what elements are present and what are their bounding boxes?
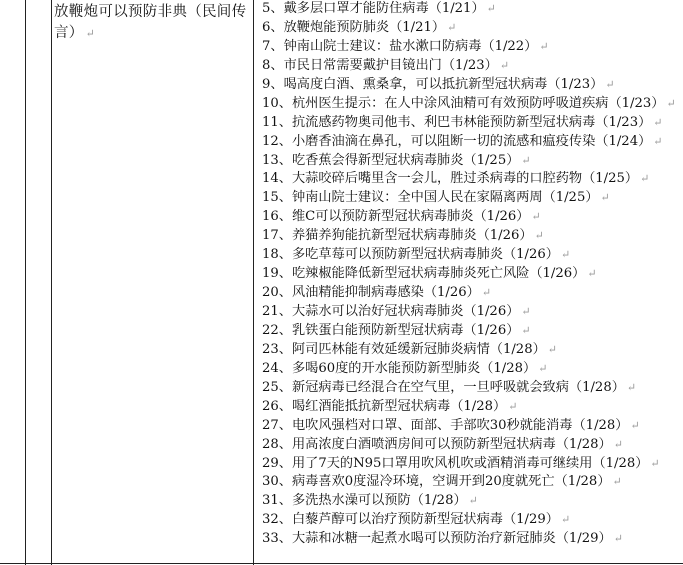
paragraph-mark-icon: ↵ xyxy=(640,172,650,186)
table-border-col1 xyxy=(51,0,52,565)
paragraph-mark-icon: ↵ xyxy=(612,475,622,489)
paragraph-mark-icon: ↵ xyxy=(531,210,541,224)
list-item xyxy=(262,265,683,284)
paragraph-mark-icon: ↵ xyxy=(486,2,496,15)
list-item-text: 22、乳铁蛋白能预防新型冠状病毒（1/26） xyxy=(262,322,520,338)
list-item-text: 5、戴多层口罩才能防住病毒（1/21） xyxy=(262,1,485,16)
paragraph-mark-icon: ↵ xyxy=(538,361,548,375)
category-cell xyxy=(54,2,250,44)
list-item-text: 26、喝红酒能抵抗新型冠状病毒（1/28） xyxy=(262,398,507,414)
list-item-text: 18、多吃草莓可以预防新型冠状病毒肺炎（1/26） xyxy=(262,247,559,263)
paragraph-mark-icon: ↵ xyxy=(653,115,663,129)
paragraph-mark-icon: ↵ xyxy=(534,229,544,243)
table-border-col2 xyxy=(253,0,254,565)
list-item-text: 11、抗流感药物奥司他韦、利巴韦林能预防新型冠状病毒（1/23） xyxy=(262,114,652,130)
list-item-text: 20、风油精能抑制病毒感染（1/26） xyxy=(262,285,480,301)
list-item-text: 31、多洗热水澡可以预防（1/28） xyxy=(262,493,467,509)
paragraph-mark-icon: ↵ xyxy=(630,418,640,432)
list-item xyxy=(262,38,683,57)
list-item xyxy=(262,284,683,303)
paragraph-mark-icon: ↵ xyxy=(521,323,531,337)
paragraph-mark-icon: ↵ xyxy=(626,380,637,394)
paragraph-mark-icon: ↵ xyxy=(613,532,623,546)
list-item-text: 32、白藜芦醇可以治疗预防新型冠状病毒（1/29） xyxy=(262,512,559,528)
list-item-text: 25、新冠病毒已经混合在空气里，一旦呼吸就会致病（1/28） xyxy=(262,379,625,395)
paragraph-mark-icon: ↵ xyxy=(560,248,571,262)
rumor-list xyxy=(262,0,683,549)
paragraph-mark-icon: ↵ xyxy=(650,456,660,470)
paragraph-mark-icon: ↵ xyxy=(587,267,597,281)
list-item xyxy=(262,246,683,265)
paragraph-mark-icon: ↵ xyxy=(600,191,610,205)
paragraph-mark-icon: ↵ xyxy=(539,39,549,53)
list-item xyxy=(262,152,683,171)
list-item-text: 16、维C可以预防新型冠状病毒肺炎（1/26） xyxy=(262,209,530,225)
list-item-text: 9、喝高度白酒、熏桑拿，可以抵抗新型冠状病毒（1/23） xyxy=(262,76,604,92)
paragraph-mark-icon: ↵ xyxy=(521,305,531,318)
list-item xyxy=(262,208,683,227)
paragraph-mark-icon: ↵ xyxy=(447,20,457,34)
list-item xyxy=(262,417,683,436)
list-item-text: 33、大蒜和冰糖一起煮水喝可以预防治疗新冠肺炎（1/29） xyxy=(262,531,612,547)
list-item-text: 12、小磨香油滴在鼻孔，可以阻断一切的流感和瘟疫传染（1/24） xyxy=(262,133,652,149)
list-item xyxy=(262,114,683,133)
list-item xyxy=(262,19,683,38)
list-item-text: 8、市民日常需要戴护目镜出门（1/23） xyxy=(262,57,498,73)
list-item-text: 23、阿司匹林能有效延缓新冠肺炎病情（1/28） xyxy=(262,341,546,357)
list-item xyxy=(262,530,683,549)
paragraph-mark-icon: ↵ xyxy=(547,342,557,356)
paragraph-mark-icon: ↵ xyxy=(499,58,510,72)
list-item xyxy=(262,511,683,530)
list-item-text: 30、病毒喜欢0度湿冷环境，空调开到20度就死亡（1/28） xyxy=(262,474,611,490)
paragraph-mark-icon: ↵ xyxy=(560,513,571,527)
paragraph-mark-icon: ↵ xyxy=(666,96,676,110)
paragraph-mark-icon: ↵ xyxy=(653,134,663,148)
list-item-text: 6、放鞭炮能预防肺炎（1/21） xyxy=(262,19,446,35)
paragraph-mark-icon: ↵ xyxy=(605,77,615,91)
list-item-text: 14、大蒜咬碎后嘴里含一会儿，胜过杀病毒的口腔药物（1/25） xyxy=(262,171,639,187)
list-item-text: 28、用高浓度白酒喷洒房间可以预防新型冠状病毒（1/28） xyxy=(262,436,612,452)
list-item xyxy=(262,133,683,152)
list-item-text: 17、养猫养狗能抗新型冠状病毒肺炎（1/26） xyxy=(262,228,533,244)
list-item xyxy=(262,0,683,19)
list-item xyxy=(262,455,683,474)
list-item xyxy=(262,436,683,455)
list-item xyxy=(262,170,683,189)
list-item xyxy=(262,398,683,417)
paragraph-mark-icon: ↵ xyxy=(468,494,478,508)
list-item-text: 7、钟南山院士建议：盐水漱口防病毒（1/22） xyxy=(262,38,538,54)
list-item xyxy=(262,379,683,398)
list-item-text: 27、电吹风强档对口罩、面部、手部吹30秒就能消毒（1/28） xyxy=(262,417,629,433)
list-item xyxy=(262,473,683,492)
list-item xyxy=(262,57,683,76)
list-item-text: 15、钟南山院士建议：全中国人民在家隔离两周（1/25） xyxy=(262,190,599,206)
paragraph-mark-icon: ↵ xyxy=(85,27,96,40)
list-item xyxy=(262,341,683,360)
category-text: 放鞭炮可以预防非典（民间传言） xyxy=(54,4,247,41)
list-item xyxy=(262,303,683,322)
list-item xyxy=(262,189,683,208)
paragraph-mark-icon: ↵ xyxy=(521,153,531,167)
table-border-bottom xyxy=(0,563,683,564)
list-item xyxy=(262,95,683,114)
list-item xyxy=(262,322,683,341)
list-item-text: 21、大蒜水可以治好冠状病毒肺炎（1/26） xyxy=(262,304,520,319)
paragraph-mark-icon: ↵ xyxy=(613,437,623,451)
list-item-text: 29、用了7天的N95口罩用吹风机吹或酒精消毒可继续用（1/28） xyxy=(262,455,649,471)
list-item-text: 24、多喝60度的开水能预防新型肺炎（1/28） xyxy=(262,360,537,376)
paragraph-mark-icon: ↵ xyxy=(481,286,492,300)
table-border-left xyxy=(25,0,26,565)
list-item xyxy=(262,227,683,246)
list-item xyxy=(262,492,683,511)
list-item xyxy=(262,360,683,379)
list-item-text: 13、吃香蕉会得新型冠状病毒肺炎（1/25） xyxy=(262,152,520,168)
list-item xyxy=(262,76,683,95)
paragraph-mark-icon: ↵ xyxy=(508,399,518,413)
list-item-text: 19、吃辣椒能降低新型冠状病毒肺炎死亡风险（1/26） xyxy=(262,266,586,282)
list-item-text: 10、杭州医生提示：在人中涂风油精可有效预防呼吸道疾病（1/23） xyxy=(262,95,665,111)
